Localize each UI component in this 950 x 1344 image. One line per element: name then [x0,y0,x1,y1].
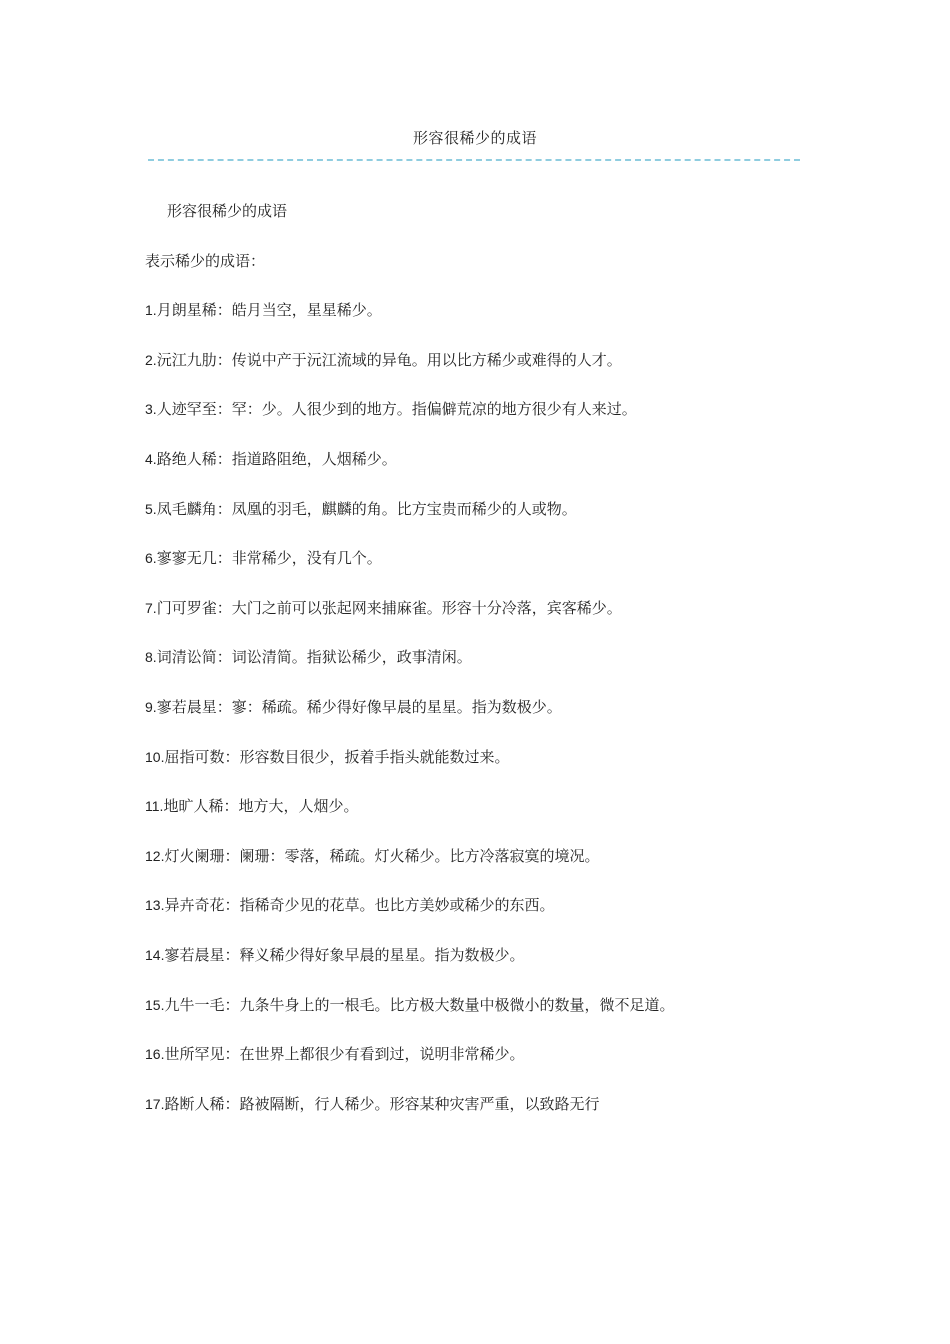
item-number: 3. [145,401,157,418]
item-number: 12. [145,847,165,864]
item-text: 异卉奇花：指稀奇少见的花草。也比方美妙或稀少的东西。 [164,896,555,915]
item-text: 世所罕见：在世界上都很少有看到过，说明非常稀少。 [164,1045,525,1064]
list-item [145,349,805,371]
item-number: 13. [145,897,165,914]
intro-text: 表示稀少的成语： [145,251,266,270]
item-text: 寥若晨星：寥：稀疏。稀少得好像早晨的星星。指为数极少。 [156,697,562,716]
item-number: 10. [145,748,165,765]
document-body [145,200,805,1142]
item-text: 路断人稀：路被隔断，行人稀少。形容某种灾害严重，以致路无行 [164,1094,600,1113]
item-text: 寥若晨星：释义稀少得好象早晨的星星。指为数极少。 [164,945,525,964]
item-number: 2. [145,351,157,368]
list-item [145,646,805,668]
item-number: 4. [145,450,157,467]
list-item [145,1043,805,1065]
item-text: 门可罗雀：大门之前可以张起网来捕麻雀。形容十分冷落，宾客稀少。 [156,598,622,617]
item-text: 地旷人稀：地方大，人烟少。 [163,797,359,816]
item-text: 路绝人稀：指道路阻绝，人烟稀少。 [156,449,397,468]
item-text: 屈指可数：形容数目很少，扳着手指头就能数过来。 [164,747,510,766]
list-item [145,597,805,619]
item-number: 11. [145,798,164,815]
list-item [145,746,805,768]
item-number: 6. [145,550,157,567]
item-text: 月朗星稀：皓月当空，星星稀少。 [156,301,382,320]
item-number: 9. [145,698,157,715]
item-number: 14. [145,946,165,963]
list-item [145,448,805,470]
item-text: 灯火阑珊：阑珊：零落，稀疏。灯火稀少。比方冷落寂寞的境况。 [164,846,600,865]
list-item [145,845,805,867]
list-item [145,299,805,321]
item-text: 寥寥无几：非常稀少，没有几个。 [156,549,382,568]
title-divider [148,159,800,161]
item-number: 8. [145,649,157,666]
item-number: 5. [145,500,157,517]
item-text: 词清讼简：词讼清简。指狱讼稀少，政事清闲。 [156,648,472,667]
list-item [145,994,805,1016]
list-item [145,795,805,817]
item-number: 15. [145,996,165,1013]
item-text: 凤毛麟角：凤凰的羽毛，麒麟的角。比方宝贵而稀少的人或物。 [156,499,577,518]
item-number: 17. [145,1095,165,1112]
list-item [145,696,805,718]
item-text: 九牛一毛：九条牛身上的一根毛。比方极大数量中极微小的数量，微不足道。 [164,995,675,1014]
body-heading: 形容很稀少的成语 [167,202,288,220]
list-item [145,1093,805,1115]
list-item [145,894,805,916]
list-item [145,498,805,520]
list-item [145,944,805,966]
list-item [145,547,805,569]
document-title: 形容很稀少的成语 [412,129,537,147]
item-text: 人迹罕至：罕：少。人很少到的地方。指偏僻荒凉的地方很少有人来过。 [156,400,637,419]
item-number: 1. [145,302,157,319]
item-number: 16. [145,1046,165,1063]
list-item [145,398,805,420]
item-text: 沅江九肋：传说中产于沅江流域的异龟。用以比方稀少或难得的人才。 [156,350,622,369]
item-number: 7. [145,599,157,616]
